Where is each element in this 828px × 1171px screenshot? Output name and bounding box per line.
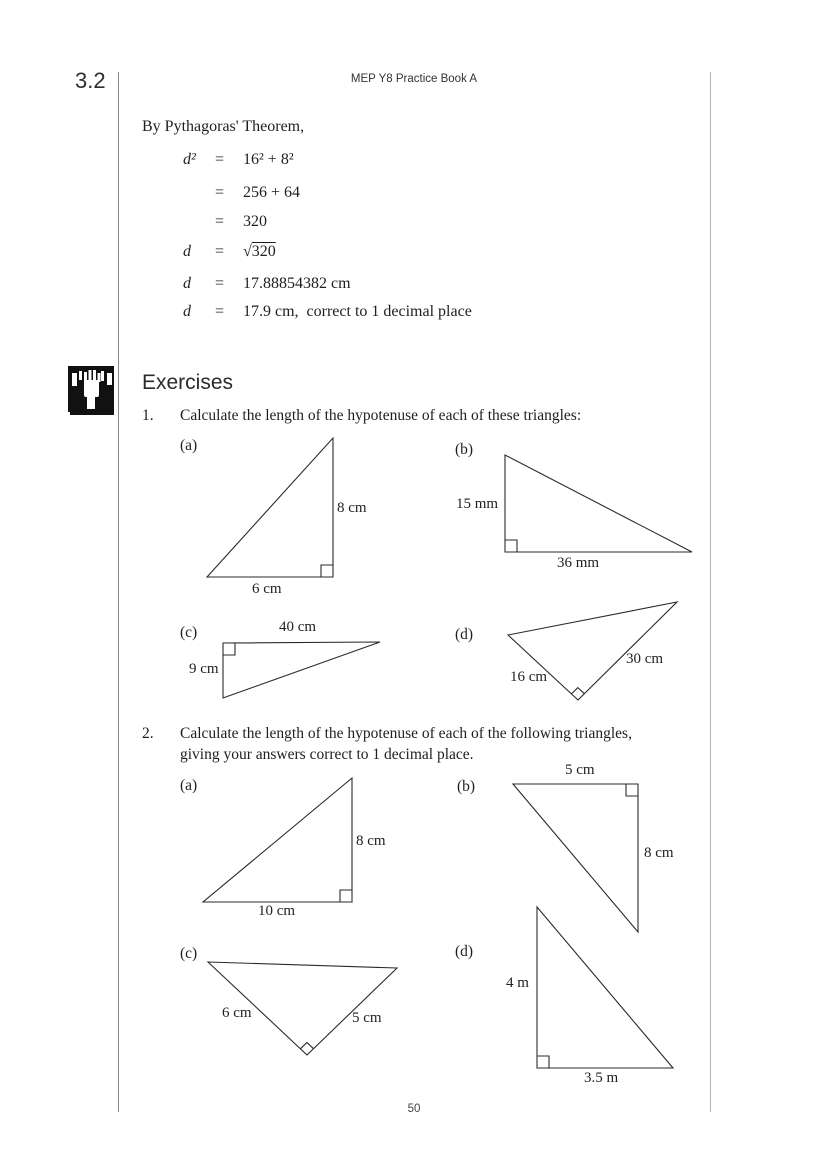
equation-rhs: 17.88854382 cm	[243, 275, 351, 292]
part-label-q1b: (b)	[455, 441, 474, 458]
equation-lhs	[183, 184, 215, 202]
equation-lhs	[183, 213, 215, 231]
left-margin-rule	[118, 72, 119, 1112]
worked-example-intro: By Pythagoras' Theorem,	[142, 118, 305, 135]
side-label: 8 cm	[337, 500, 367, 516]
side-label: 8 cm	[644, 845, 674, 861]
exercises-heading: Exercises	[142, 371, 234, 394]
right-angle-mark	[537, 1056, 549, 1068]
equals-sign: =	[215, 184, 225, 201]
side-label: 16 cm	[510, 669, 548, 685]
right-margin-rule	[710, 72, 711, 1112]
equation-lhs: d	[183, 303, 191, 320]
radicand: 320	[251, 243, 276, 260]
page-number: 50	[407, 1103, 421, 1115]
section-number: 3.2	[75, 68, 106, 93]
right-angle-mark	[505, 540, 517, 552]
triangle-diagram-q2d	[530, 900, 680, 1078]
side-label: 8 cm	[356, 833, 386, 849]
equals-sign: =	[215, 213, 225, 230]
side-label: 5 cm	[352, 1010, 382, 1026]
part-label-q2d: (d)	[455, 943, 474, 960]
question-number: 1.	[142, 407, 154, 424]
side-label: 30 cm	[626, 651, 664, 667]
equals-sign: =	[215, 303, 225, 320]
book-title: MEP Y8 Practice Book A	[350, 73, 478, 85]
equation-lhs: d	[183, 275, 191, 292]
part-label-q2b: (b)	[457, 778, 476, 795]
part-label-q1a: (a)	[180, 437, 198, 454]
equals-sign: =	[215, 275, 225, 292]
right-angle-mark	[571, 688, 584, 694]
right-angle-mark	[340, 890, 352, 902]
question-number: 2.	[142, 725, 154, 742]
right-angle-mark	[321, 565, 333, 577]
equation-row	[183, 303, 472, 321]
side-label: 6 cm	[252, 581, 282, 597]
side-label: 4 m	[506, 975, 529, 991]
triangle-diagram-q1a	[200, 432, 340, 582]
equation-rhs: 256 + 64	[243, 184, 301, 201]
equals-sign: =	[215, 151, 225, 168]
side-label: 3.5 m	[584, 1070, 619, 1086]
equation-row	[183, 184, 300, 202]
equation-rhs: 17.9 cm, correct to 1 decimal place	[243, 303, 472, 320]
side-label: 10 cm	[258, 903, 296, 919]
equals-sign: =	[215, 243, 225, 260]
side-label: 36 mm	[557, 555, 600, 571]
triangle-diagram-q1c	[215, 636, 387, 704]
side-label: 5 cm	[565, 762, 595, 778]
equation-row	[183, 243, 276, 261]
right-angle-mark	[626, 784, 638, 796]
question-text-line1: Calculate the length of the hypotenuse of each of the following triangles,	[180, 725, 632, 742]
right-angle-mark	[223, 643, 235, 655]
radical-sign: √	[243, 243, 252, 260]
side-label: 40 cm	[279, 619, 317, 635]
side-label: 15 mm	[456, 496, 499, 512]
right-angle-mark	[300, 1043, 313, 1049]
hands-stamp-icon	[68, 366, 115, 425]
equation-row	[183, 275, 351, 293]
part-label-q2a: (a)	[180, 777, 198, 794]
triangle-diagram-q2a	[195, 770, 365, 910]
equation-rhs: 320	[243, 213, 267, 230]
side-label: 9 cm	[189, 661, 219, 677]
part-label-q1d: (d)	[455, 626, 474, 643]
equation-row	[183, 213, 267, 231]
equation-lhs: d²	[183, 151, 196, 168]
side-label: 6 cm	[222, 1005, 252, 1021]
equation-rhs	[243, 243, 276, 261]
part-label-q1c: (c)	[180, 624, 198, 641]
equation-lhs: d	[183, 243, 191, 260]
equation-rhs: 16² + 8²	[243, 151, 294, 168]
part-label-q2c: (c)	[180, 945, 198, 962]
equation-row	[183, 151, 294, 169]
question-text-line2: giving your answers correct to 1 decimal place.	[180, 746, 474, 763]
triangle-diagram-q1b	[498, 448, 698, 558]
question-text: Calculate the length of the hypotenuse of each of these triangles:	[180, 407, 582, 424]
